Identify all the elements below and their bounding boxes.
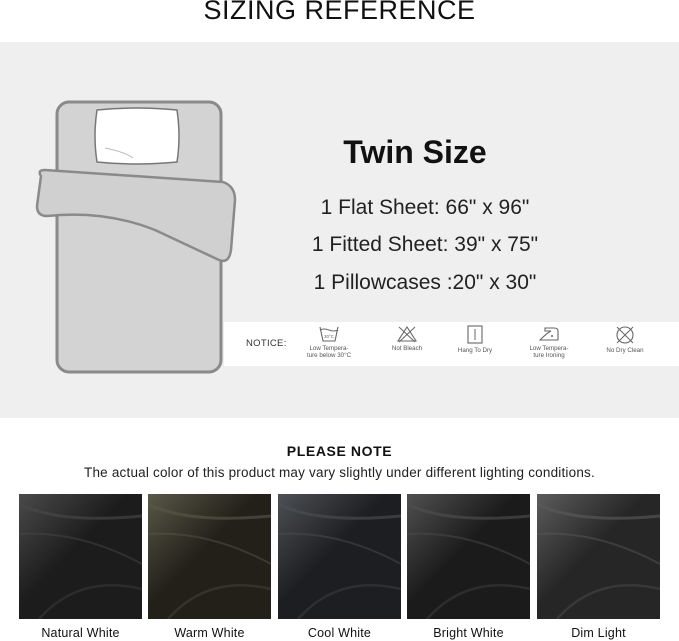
care-item-wash: [294, 325, 364, 359]
svg-text:30°C: 30°C: [323, 334, 335, 339]
spec-pillowcases: 1 Pillowcases :20" x 30": [313, 271, 537, 294]
wash-30-icon: [318, 325, 340, 343]
care-label: Low Tempera- ture Ironing: [529, 345, 569, 359]
swatch-label: Bright White: [433, 626, 504, 640]
low-iron-icon: [537, 325, 561, 343]
page-title: SIZING REFERENCE: [203, 0, 476, 25]
bed-illustration: [35, 100, 245, 378]
care-notice-bar: [224, 322, 679, 366]
swatch-label: Dim Light: [571, 626, 626, 640]
pillow: [95, 108, 179, 164]
fabric-swatch: [148, 494, 271, 619]
care-label: Not Bleach: [391, 345, 423, 352]
care-item-bleach: [372, 325, 442, 352]
swatch-label: Cool White: [307, 626, 372, 640]
fabric-swatch: [407, 494, 530, 619]
fabric-swatch: [19, 494, 142, 619]
swatch-label: Natural White: [41, 626, 120, 640]
spec-fitted-sheet: 1 Fitted Sheet: 39" x 75": [311, 233, 539, 256]
size-title: Twin Size: [343, 134, 487, 170]
notice-label: NOTICE:: [246, 338, 287, 349]
no-bleach-icon: [396, 325, 418, 343]
spec-flat-sheet: 1 Flat Sheet: 66" x 96": [320, 196, 530, 219]
no-dry-clean-icon: [614, 325, 636, 345]
swatch-label: Warm White: [174, 626, 245, 640]
fabric-swatch: [537, 494, 660, 619]
please-note-heading: PLEASE NOTE: [286, 443, 393, 459]
care-label: Low Tempera- ture below 30°C: [306, 345, 352, 359]
care-item-dry-clean: [590, 325, 660, 354]
care-label: Hang To Dry: [457, 347, 493, 354]
care-item-dry: [440, 325, 510, 354]
hang-dry-icon: [464, 325, 486, 345]
fabric-swatch: [278, 494, 401, 619]
care-label: No Dry Clean: [606, 347, 644, 354]
color-disclaimer: The actual color of this product may vary slightly under different lighting conditions.: [84, 465, 595, 480]
care-item-iron: [514, 325, 584, 359]
